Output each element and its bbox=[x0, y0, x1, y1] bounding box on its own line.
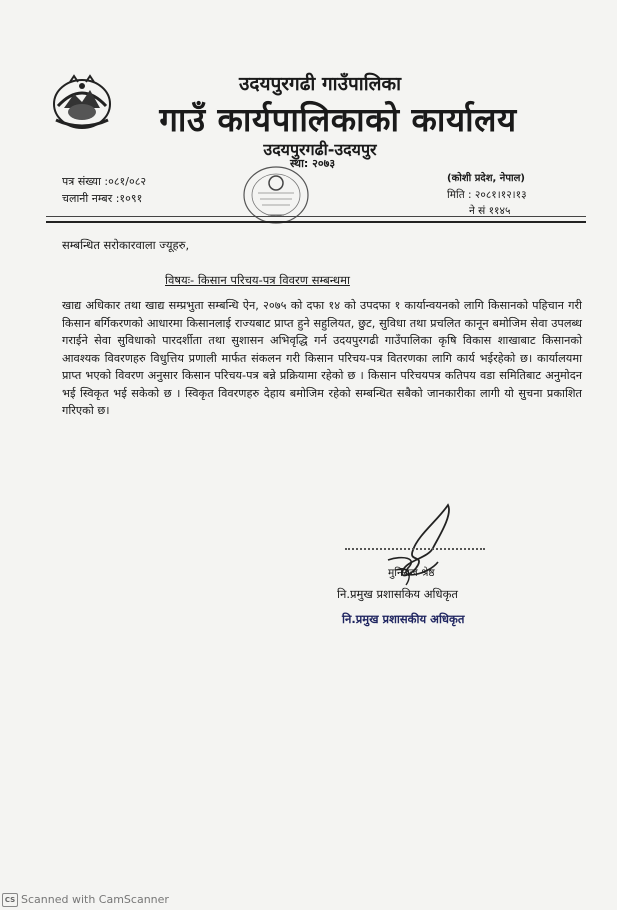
addressee: सम्बन्धित सरोकारवाला ज्यूहरु, bbox=[62, 238, 190, 252]
letter-number: पत्र संख्या :०८१/०८२ bbox=[62, 175, 147, 188]
scanner-label: Scanned with CamScanner bbox=[21, 893, 169, 906]
nepal-sambat-number: ने सं ११४५ bbox=[469, 205, 511, 217]
signature-line bbox=[345, 548, 485, 550]
reference-right bbox=[447, 171, 527, 219]
signatory-title: नि.प्रमुख प्रशासकिय अधिकृत bbox=[337, 587, 458, 601]
header-divider-thick bbox=[46, 221, 586, 223]
municipality-name: उदयपुरगढी गाउँपालिका bbox=[238, 73, 402, 95]
designation-stamp: नि.प्रमुख प्रशासकीय अधिकृत bbox=[342, 612, 465, 626]
office-seal-stamp bbox=[238, 163, 314, 227]
office-address: उदयपुरगढी-उदयपुर bbox=[263, 140, 377, 159]
letter-body: खाद्य अधिकार तथा खाद्य सम्प्रभुता सम्बन्धि ऐन, २०७५ को दफा १४ को उपदफा १ कार्यान्वयनको लागि किसानको पहिचान गरी किसान बर्गिकरणको आधारमा किसानलाई राज्यबाट प्राप्त हुने सहुलियत, छुट, सुविधा तथा प्रचलित कानून बमोजिम सेवा उपलब्ध गराईने सेवा सुविधाको पारदर्शीता तथा सुशासन अभिवृद्धि गर्न उदयपुरगढी गाउँपालिका कृषि विकास शाखाबाट किसानको आवश्यक विवरणहरु विधुत्तिय प्रणाली मार्फत संकलन गरी किसान परिचय-पत्र वितरणका लागि कार्य भईरहेको छ। कार्यालयमा प्राप्त भएको विवरण अनुसार किसान परिचय-पत्र बन्ने प्रक्रियामा रहेको छ । किसान परिचयपत्र कतिपय वडा समितिबाट अनुमोदन भई स्विकृत भई सकेको छ । स्विकृत विवरणहरु देहाय बमोजिम रहेको सम्बन्धित सबैको जानकारीका लागी यो सुचना प्रकाशित गरिएको छ। bbox=[62, 299, 582, 417]
signatory-name: मुनिराज श्रेष्ठ bbox=[388, 567, 435, 579]
established-year: स्था: २०७३ bbox=[290, 157, 336, 170]
office-name: गाउँ कार्यपालिकाको कार्यालय bbox=[159, 100, 517, 139]
header-divider-thin bbox=[46, 216, 586, 217]
nepal-emblem-icon bbox=[50, 72, 114, 130]
reference-left bbox=[62, 173, 146, 207]
letter-date: मिति : २०८१।१२।१३ bbox=[447, 189, 527, 201]
camscanner-icon: CS bbox=[2, 893, 18, 907]
scanner-watermark bbox=[2, 893, 169, 907]
province-label: (कोशी प्रदेश, नेपाल) bbox=[447, 173, 525, 184]
subject-line: विषयः- किसान परिचय-पत्र विवरण सम्बन्धमा bbox=[165, 273, 350, 287]
dispatch-number: चलानी नम्बर :१०९१ bbox=[62, 192, 143, 205]
